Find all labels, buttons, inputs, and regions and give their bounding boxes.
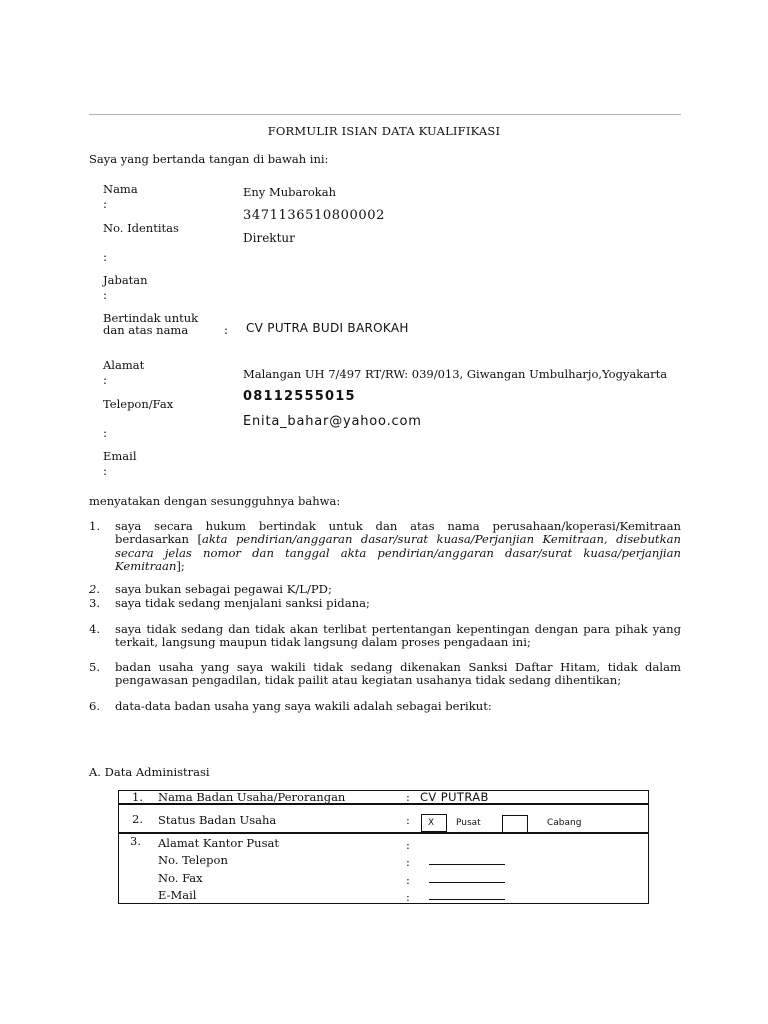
row-colon: : bbox=[406, 813, 410, 827]
row-label: Status Badan Usaha bbox=[158, 813, 277, 827]
address-colon: : bbox=[103, 373, 108, 387]
email-colon: : bbox=[103, 464, 108, 478]
statement-item-4 bbox=[89, 623, 681, 650]
option-pusat: Pusat bbox=[456, 818, 481, 828]
fax-blank[interactable] bbox=[429, 882, 505, 883]
name-label: Nama bbox=[103, 182, 138, 196]
status-checkbox-cabang[interactable] bbox=[502, 815, 528, 833]
acting-label-line2: dan atas nama bbox=[103, 323, 189, 337]
name-value: Eny Mubarokah bbox=[243, 185, 337, 199]
statement-item-2 bbox=[89, 583, 681, 596]
statement-number: 6. bbox=[89, 699, 101, 713]
statement-text bbox=[115, 520, 681, 574]
statement-text-part: ]; bbox=[176, 559, 185, 574]
table-divider bbox=[118, 832, 649, 834]
acting-colon: : bbox=[224, 323, 229, 337]
row-label: Nama Badan Usaha/Perorangan bbox=[158, 790, 346, 804]
id-label: No. Identitas bbox=[103, 221, 179, 235]
sub-row-colon: : bbox=[406, 873, 410, 887]
top-rule bbox=[89, 114, 681, 115]
statement-number: 2. bbox=[89, 582, 101, 596]
statement-item-6 bbox=[89, 700, 681, 713]
statement-item-3 bbox=[89, 597, 681, 610]
statement-text: badan usaha yang saya wakili tidak sedang dikenakan Sanksi Daftar Hitam, tidak dalam pengawasan pengadilan, tidak pailit atau kegiatan usahanya tidak sedang dihentikan; bbox=[115, 660, 681, 688]
row-value: CV PUTRAB bbox=[420, 790, 489, 804]
intro-text: Saya yang bertanda tangan di bawah ini: bbox=[89, 152, 329, 166]
form-title: FORMULIR ISIAN DATA KUALIFIKASI bbox=[267, 124, 501, 138]
row-number: 3. bbox=[130, 834, 141, 848]
statement-text: saya bukan sebagai pegawai K/L/PD; bbox=[115, 582, 332, 596]
sub-row-colon: : bbox=[406, 890, 410, 904]
position-label: Jabatan bbox=[103, 273, 148, 287]
row-number: 1. bbox=[132, 790, 143, 804]
statement-item-1 bbox=[89, 520, 681, 574]
phone-label: Telepon/Fax bbox=[103, 397, 174, 411]
row-number: 2. bbox=[132, 812, 143, 826]
statement-number: 4. bbox=[89, 622, 101, 636]
row-colon: : bbox=[406, 790, 410, 804]
section-a-heading: A. Data Administrasi bbox=[89, 765, 210, 779]
statement-number: 1. bbox=[89, 519, 101, 533]
statement-text: saya tidak sedang menjalani sanksi pidana; bbox=[115, 596, 370, 610]
phone-value: 08112555015 bbox=[243, 389, 356, 404]
position-colon: : bbox=[103, 288, 108, 302]
address-value: Malangan UH 7/497 RT/RW: 039/013, Giwangan Umbulharjo,Yogyakarta bbox=[243, 367, 668, 381]
acting-label-line1: Bertindak untuk bbox=[103, 311, 199, 325]
sub-row-colon: : bbox=[406, 855, 410, 869]
statement-text-italic: akta pendirian/anggaran dasar/surat kuasa/Perjanjian Kemitraan, disebutkan secara jelas nomor dan tanggal akta pendirian/anggaran dasar/surat kuasa/perjanjian Kemitraan bbox=[115, 532, 681, 574]
statement-intro: menyatakan dengan sesungguhnya bahwa: bbox=[89, 494, 341, 508]
email-value: Enita_bahar@yahoo.com bbox=[243, 414, 422, 429]
statement-text: saya tidak sedang dan tidak akan terlibat pertentangan kepentingan dengan para pihak yang terkait, langsung maupun tidak langsung dalam proses pengadaan ini; bbox=[115, 622, 681, 650]
position-value: Direktur bbox=[243, 231, 295, 245]
address-label: Alamat bbox=[103, 358, 145, 372]
row-colon: : bbox=[406, 838, 410, 852]
sub-row-label: No. Telepon bbox=[158, 853, 228, 867]
email-label: Email bbox=[103, 449, 137, 463]
sub-row-label: E-Mail bbox=[158, 888, 197, 902]
row-label: Alamat Kantor Pusat bbox=[158, 836, 279, 850]
checkbox-mark: X bbox=[428, 818, 435, 828]
sub-row-label: No. Fax bbox=[158, 871, 203, 885]
statement-text: data-data badan usaha yang saya wakili adalah sebagai berikut: bbox=[115, 699, 492, 713]
statement-item-5 bbox=[89, 661, 681, 688]
acting-value: CV PUTRA BUDI BAROKAH bbox=[246, 321, 409, 335]
statement-number: 5. bbox=[89, 660, 101, 674]
statement-number: 3. bbox=[89, 596, 101, 610]
option-cabang: Cabang bbox=[547, 818, 582, 828]
name-colon: : bbox=[103, 197, 108, 211]
statement-text-part: saya secara hukum bertindak untuk dan atas nama perusahaan/koperasi/Kemitraan berdasarkan [ bbox=[115, 519, 681, 547]
phone-colon: : bbox=[103, 426, 108, 440]
id-value: 3471136510800002 bbox=[243, 208, 385, 223]
id-colon: : bbox=[103, 250, 108, 264]
phone-blank[interactable] bbox=[429, 864, 505, 865]
email-blank[interactable] bbox=[429, 899, 505, 900]
